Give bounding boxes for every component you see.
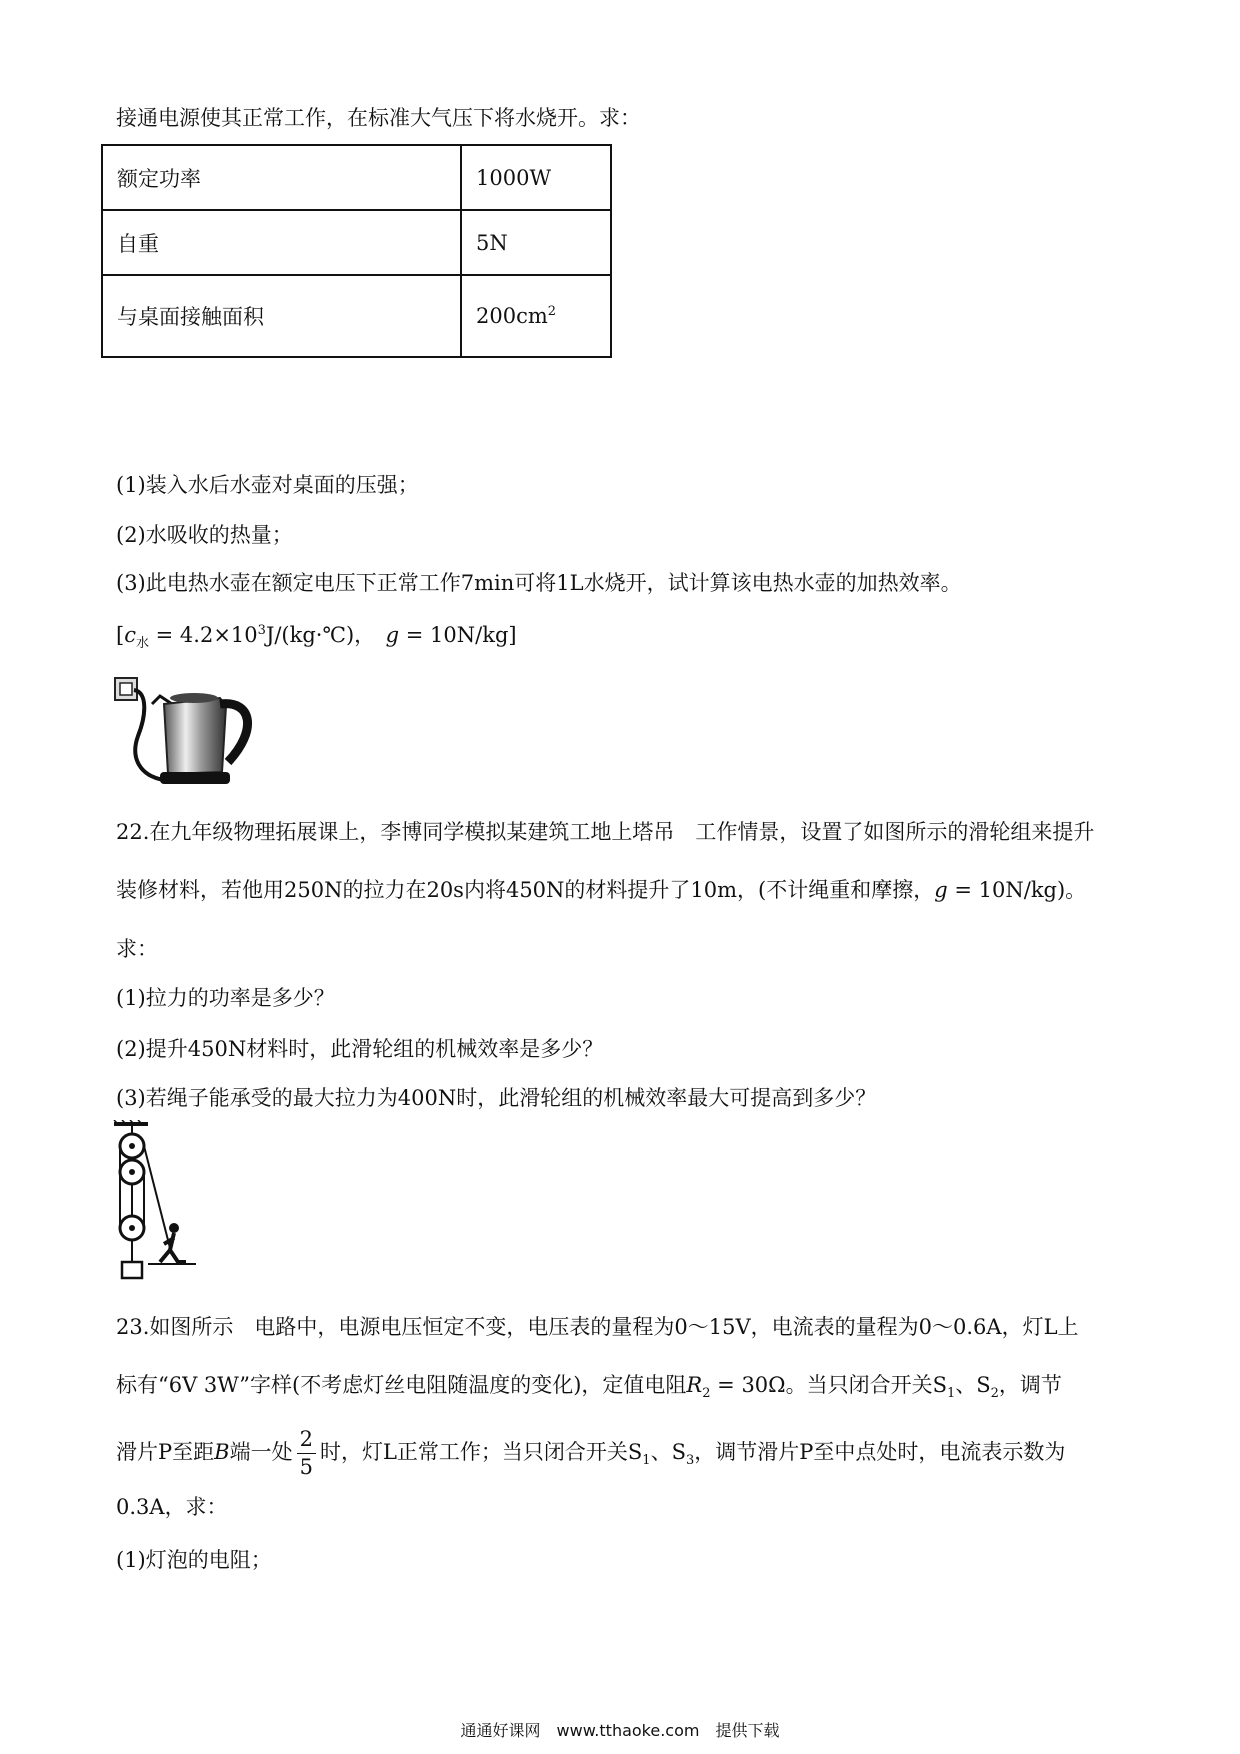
intro-text: 接通电源使其正常工作，在标准大气压下将水烧开。求： bbox=[116, 106, 641, 130]
table-row bbox=[102, 145, 611, 210]
symbol-r-sub: 2 bbox=[702, 1386, 711, 1402]
q21-constants bbox=[116, 620, 517, 650]
q23-line-3-tail: ，调节滑片P至中点处时，电流表示数为 bbox=[694, 1440, 1066, 1464]
q23-line-3-sep: 、S bbox=[650, 1440, 686, 1464]
q22-item-1: (1)拉力的功率是多少？ bbox=[116, 986, 335, 1010]
q23-item-1: (1)灯泡的电阻； bbox=[116, 1548, 272, 1572]
q22-line-2 bbox=[116, 875, 1086, 905]
q23-line-1: 23.如图所示 电路中，电源电压恒定不变，电压表的量程为0～15V，电流表的量程为0～0.6A，灯L上 bbox=[116, 1315, 1079, 1339]
symbol-g: g bbox=[934, 878, 948, 902]
spec-value-text: 200cm bbox=[476, 304, 548, 328]
q22-line-1: 22.在九年级物理拓展课上，李博同学模拟某建筑工地上塔吊 工作情景，设置了如图所示的滑轮组来提升 bbox=[116, 820, 1095, 844]
q22-item-2: (2)提升450N材料时，此滑轮组的机械效率是多少？ bbox=[116, 1037, 604, 1061]
q21-item-3: (3)此电热水壶在额定电压下正常工作7min可将1L水烧开，试计算该电热水壶的加热效率。 bbox=[116, 571, 962, 595]
pulley-system-figure bbox=[112, 1120, 212, 1284]
symbol-c-sub: 水 bbox=[135, 636, 149, 652]
q23-line-2-mid: = 30Ω。当只闭合开关S bbox=[710, 1373, 947, 1397]
q21-item-2: (2)水吸收的热量； bbox=[116, 523, 293, 547]
spec-label: 与桌面接触面积 bbox=[102, 275, 461, 357]
q23-line-3-text: 滑片P至距 bbox=[116, 1440, 215, 1464]
q22-item-3: (3)若绳子能承受的最大拉力为400N时，此滑轮组的机械效率最大可提高到多少？ bbox=[116, 1086, 877, 1110]
bracket-open: [ bbox=[116, 623, 125, 647]
spec-value bbox=[461, 275, 611, 357]
q22-line-2-tail: = 10N/kg)。 bbox=[947, 878, 1087, 902]
symbol-c: c bbox=[124, 623, 136, 647]
q23-line-2-text: 标有“6V 3W”字样(不考虑灯丝电阻随温度的变化)，定值电阻 bbox=[116, 1373, 687, 1397]
q22-line-3: 求： bbox=[116, 937, 158, 961]
q23-line-3-mid2: 时，灯L正常工作；当只闭合开关S bbox=[319, 1440, 643, 1464]
c-value: = 4.2×10 bbox=[148, 623, 258, 647]
symbol-g: g bbox=[385, 623, 400, 647]
spec-value-sup: 2 bbox=[547, 304, 557, 319]
symbol-s1-sub: 1 bbox=[642, 1453, 651, 1469]
spec-label: 自重 bbox=[102, 210, 461, 275]
fraction-denominator: 5 bbox=[299, 1455, 313, 1479]
symbol-b: B bbox=[214, 1440, 230, 1464]
g-value: = 10N/kg] bbox=[399, 623, 517, 647]
symbol-s2-sub: 2 bbox=[990, 1386, 999, 1402]
q23-line-4: 0.3A，求： bbox=[116, 1495, 228, 1519]
fraction bbox=[297, 1429, 316, 1478]
c-unit: J/(kg·℃)， bbox=[265, 623, 365, 647]
electric-kettle-figure bbox=[112, 676, 262, 794]
q22-line-2-text: 装修材料，若他用250N的拉力在20s内将450N的材料提升了10m，(不计绳重和摩擦， bbox=[116, 878, 935, 902]
symbol-r: R bbox=[686, 1373, 703, 1397]
symbol-s1-sub: 1 bbox=[946, 1386, 956, 1402]
spec-value: 1000W bbox=[461, 145, 611, 210]
q23-line-2-tail: ，调节 bbox=[998, 1373, 1062, 1397]
spec-table bbox=[101, 144, 612, 358]
table-row bbox=[102, 275, 611, 357]
symbol-s3-sub: 3 bbox=[685, 1453, 695, 1469]
q23-line-3 bbox=[116, 1424, 1065, 1480]
q21-item-1: (1)装入水后水壶对桌面的压强； bbox=[116, 473, 419, 497]
spec-label: 额定功率 bbox=[102, 145, 461, 210]
fraction-numerator: 2 bbox=[297, 1429, 316, 1454]
q23-line-3-mid: 端一处 bbox=[229, 1440, 293, 1464]
table-row bbox=[102, 210, 611, 275]
spec-value: 5N bbox=[461, 210, 611, 275]
page-footer: 通通好课网 www.tthaoke.com 提供下载 bbox=[460, 1721, 780, 1740]
c-exponent: 3 bbox=[257, 623, 266, 638]
q23-line-2-sep: 、S bbox=[955, 1373, 991, 1397]
q23-line-2 bbox=[116, 1370, 1062, 1400]
